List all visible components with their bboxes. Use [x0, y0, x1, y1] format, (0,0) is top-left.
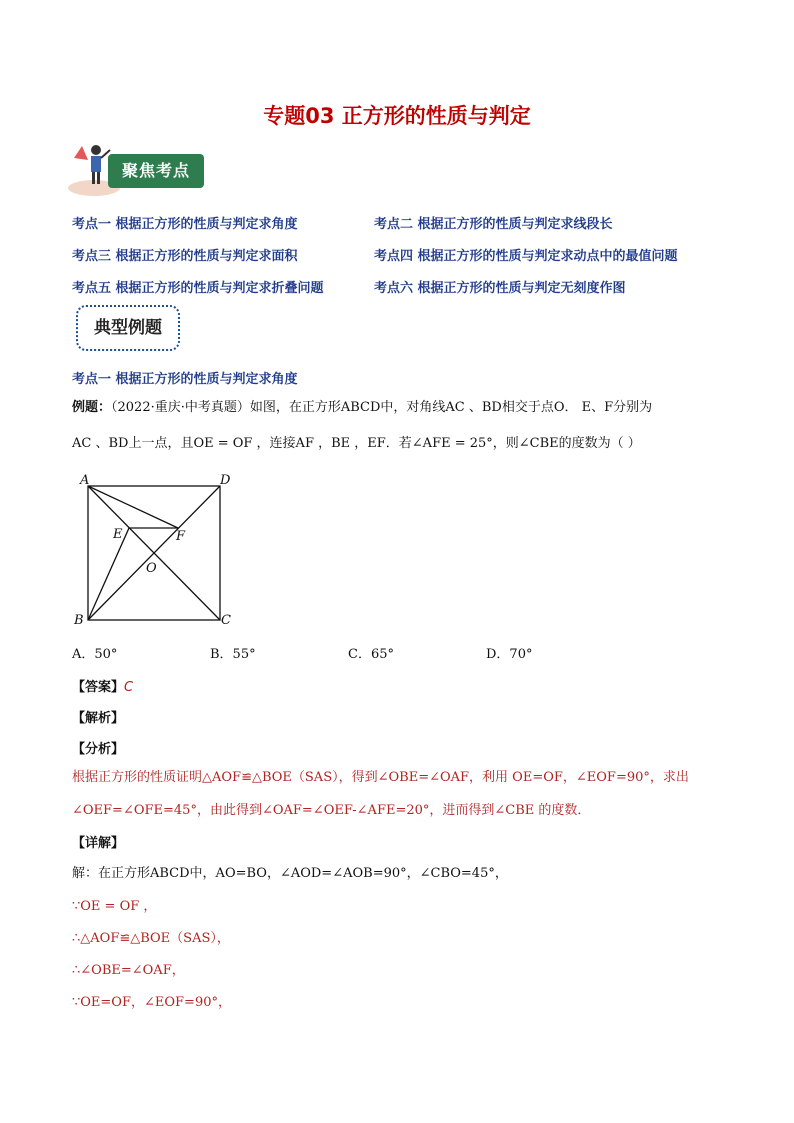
detail-line: ∵OE = OF ，	[72, 899, 157, 914]
label-b: B	[74, 613, 84, 628]
answer-value: C	[124, 680, 134, 695]
answer-line	[72, 676, 133, 695]
analysis-label: 【解析】	[72, 711, 125, 726]
detail-line: ∴△AOF≌△BOE（SAS），	[72, 931, 230, 946]
option-d: D．70°	[486, 647, 533, 662]
key-points-list	[72, 206, 752, 302]
label-f: F	[176, 529, 186, 544]
section-heading: 考点一 根据正方形的性质与判定求角度	[72, 372, 298, 387]
fenxi-label: 【分析】	[72, 742, 125, 757]
focus-banner	[64, 140, 204, 198]
segment-af	[88, 486, 178, 528]
key-point-item: 考点一 根据正方形的性质与判定求角度	[72, 216, 298, 232]
banner-label: 聚焦考点	[108, 154, 204, 188]
label-c: C	[221, 613, 231, 628]
key-point-item: 考点二 根据正方形的性质与判定求线段长	[374, 216, 613, 232]
key-points-row	[72, 206, 752, 238]
example-label: 例题：	[72, 400, 112, 415]
key-point-item: 考点四 根据正方形的性质与判定求动点中的最值问题	[374, 248, 678, 264]
label-a: A	[80, 473, 90, 488]
example-line-2: AC 、BD上一点，且OE = OF ，连接AF ，BE ，EF．若∠AFE = 25°，则∠CBE的度数为（ ）	[72, 436, 641, 451]
key-point-item: 考点六 根据正方形的性质与判定无刻度作图	[374, 280, 626, 296]
segment-be	[88, 528, 129, 620]
page-title: 专题03 正方形的性质与判定	[263, 104, 531, 128]
detail-line: 解：在正方形ABCD中，AO=BO，∠AOD=∠AOB=90°，∠CBO=45°，	[72, 866, 508, 881]
key-point-item: 考点三 根据正方形的性质与判定求面积	[72, 248, 298, 264]
key-points-row	[72, 238, 752, 270]
typical-examples-badge: 典型例题	[76, 305, 180, 351]
option-b: B．55°	[210, 647, 256, 662]
fenxi-line-2: ∠OEF=∠OFE=45°，由此得到∠OAF=∠OEF-∠AFE=20°，进而得到∠CBE 的度数．	[72, 803, 591, 818]
detail-line: ∵OE=OF，∠EOF=90°，	[72, 995, 231, 1010]
label-e: E	[113, 527, 123, 542]
label-o: O	[146, 561, 157, 576]
answer-label: 【答案】	[72, 680, 125, 695]
label-d: D	[220, 473, 231, 488]
option-a: A．50°	[72, 647, 118, 662]
option-c: C．65°	[348, 647, 394, 662]
example-line-1	[72, 398, 652, 418]
detail-label: 【详解】	[72, 836, 125, 851]
example-text-1: （2022·重庆·中考真题）如图，在正方形ABCD中，对角线AC 、BD相交于点O． E、F分别为	[111, 400, 653, 415]
key-point-item: 考点五 根据正方形的性质与判定求折叠问题	[72, 280, 324, 296]
fenxi-line-1: 根据正方形的性质证明△AOF≌△BOE（SAS），得到∠OBE=∠OAF，利用 OE=OF，∠EOF=90°，求出	[72, 770, 689, 785]
detail-line: ∴∠OBE=∠OAF，	[72, 963, 185, 978]
geometry-figure	[70, 470, 250, 630]
key-points-row	[72, 270, 752, 302]
